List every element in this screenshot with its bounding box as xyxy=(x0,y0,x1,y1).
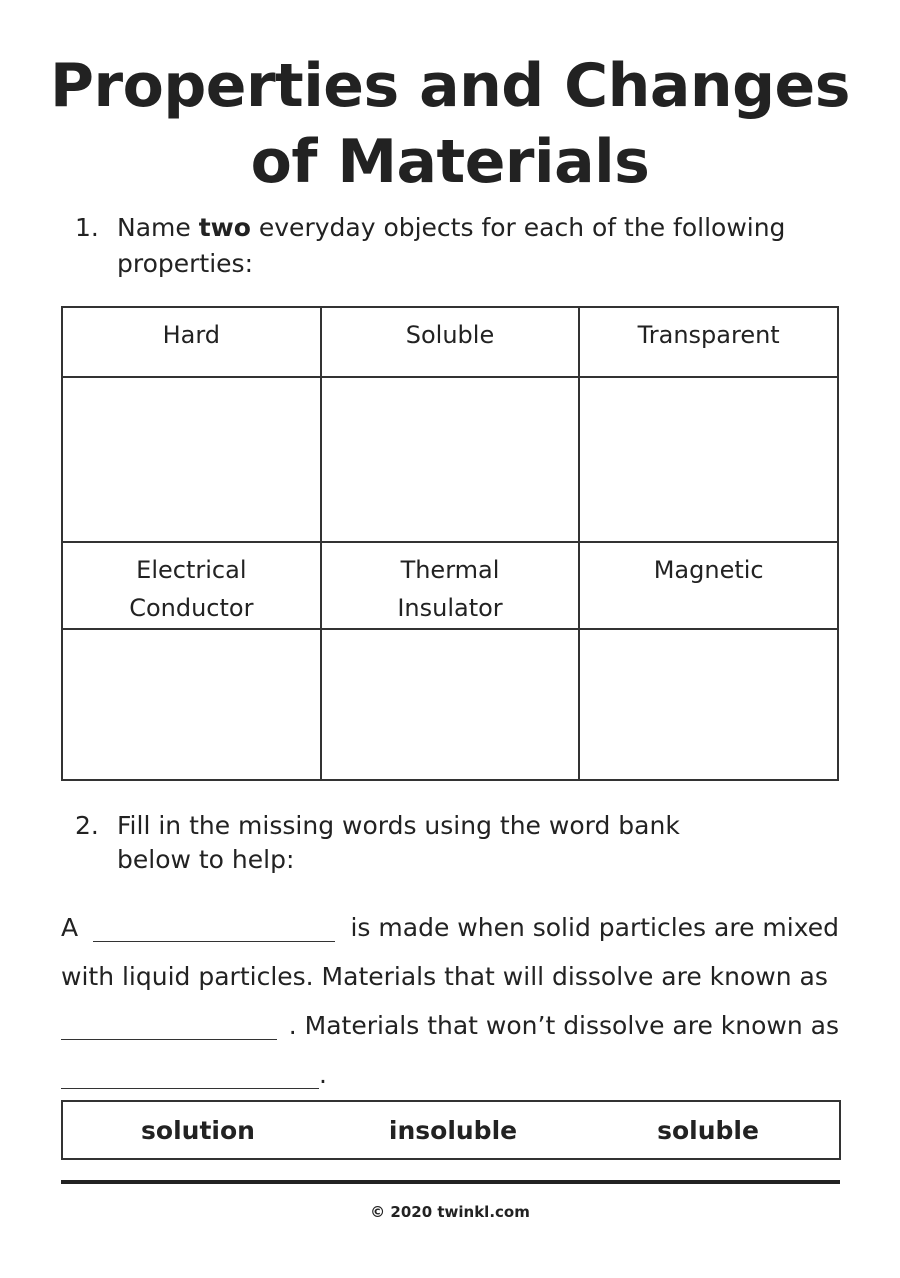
answer-cell[interactable] xyxy=(321,377,580,542)
answer-blank-2[interactable] xyxy=(61,1015,277,1040)
answer-cell[interactable] xyxy=(62,629,321,780)
answer-cell[interactable] xyxy=(321,629,580,780)
question-1-number: 1. xyxy=(75,213,99,242)
cell-line: Thermal xyxy=(400,556,500,584)
answer-cell[interactable] xyxy=(579,629,838,780)
table-header-cell: Transparent xyxy=(579,307,838,377)
word-bank-item: insoluble xyxy=(388,1116,518,1145)
properties-table xyxy=(61,306,839,781)
paragraph-line-2 xyxy=(61,957,839,997)
answer-blank-3[interactable] xyxy=(61,1064,319,1089)
page-title xyxy=(0,48,900,200)
table-row xyxy=(62,377,838,542)
paragraph-text: is made when solid particles are mixed xyxy=(350,913,839,942)
question-2-line-2: below to help: xyxy=(117,845,295,874)
footer-divider xyxy=(61,1180,840,1184)
table-row xyxy=(62,542,838,629)
word-bank-item: soluble xyxy=(657,1116,759,1145)
cell-line: Electrical xyxy=(136,556,247,584)
question-1-post: everyday objects for each of the following xyxy=(250,213,786,242)
table-row xyxy=(62,629,838,780)
question-1 xyxy=(75,212,855,282)
question-2 xyxy=(75,810,855,880)
answer-cell[interactable] xyxy=(579,377,838,542)
paragraph-line-1 xyxy=(61,908,839,948)
paragraph-text: . xyxy=(319,1060,327,1089)
copyright-footer: © 2020 twinkl.com xyxy=(370,1203,530,1221)
paragraph-text: with liquid particles. Materials that will dissolve are known as xyxy=(61,962,828,991)
question-1-bold: two xyxy=(198,213,251,242)
table-header-cell: Hard xyxy=(62,307,321,377)
answer-cell[interactable] xyxy=(62,377,321,542)
question-1-text xyxy=(117,212,785,244)
question-2-line-1: Fill in the missing words using the word bank xyxy=(117,811,680,840)
question-1-pre: Name xyxy=(117,213,199,242)
paragraph-text: A xyxy=(61,913,79,942)
cell-line: Insulator xyxy=(397,594,503,622)
word-bank-item: solution xyxy=(141,1116,255,1145)
answer-blank-1[interactable] xyxy=(93,917,335,942)
paragraph-line-3 xyxy=(61,1006,839,1046)
table-header-cell xyxy=(579,542,838,629)
question-1-line-2: properties: xyxy=(117,249,253,278)
paragraph-text: . Materials that won’t dissolve are known as xyxy=(288,1011,839,1040)
title-line-2: of Materials xyxy=(250,127,650,197)
table-header-cell: Soluble xyxy=(321,307,580,377)
table-header-cell xyxy=(321,542,580,629)
title-line-1: Properties and Changes xyxy=(50,51,850,121)
word-bank xyxy=(61,1100,841,1160)
table-row xyxy=(62,307,838,377)
question-2-number: 2. xyxy=(75,811,99,840)
cell-line: Conductor xyxy=(129,594,254,622)
table-header-cell xyxy=(62,542,321,629)
cell-line: Magnetic xyxy=(653,556,764,584)
paragraph-line-4 xyxy=(61,1055,839,1095)
